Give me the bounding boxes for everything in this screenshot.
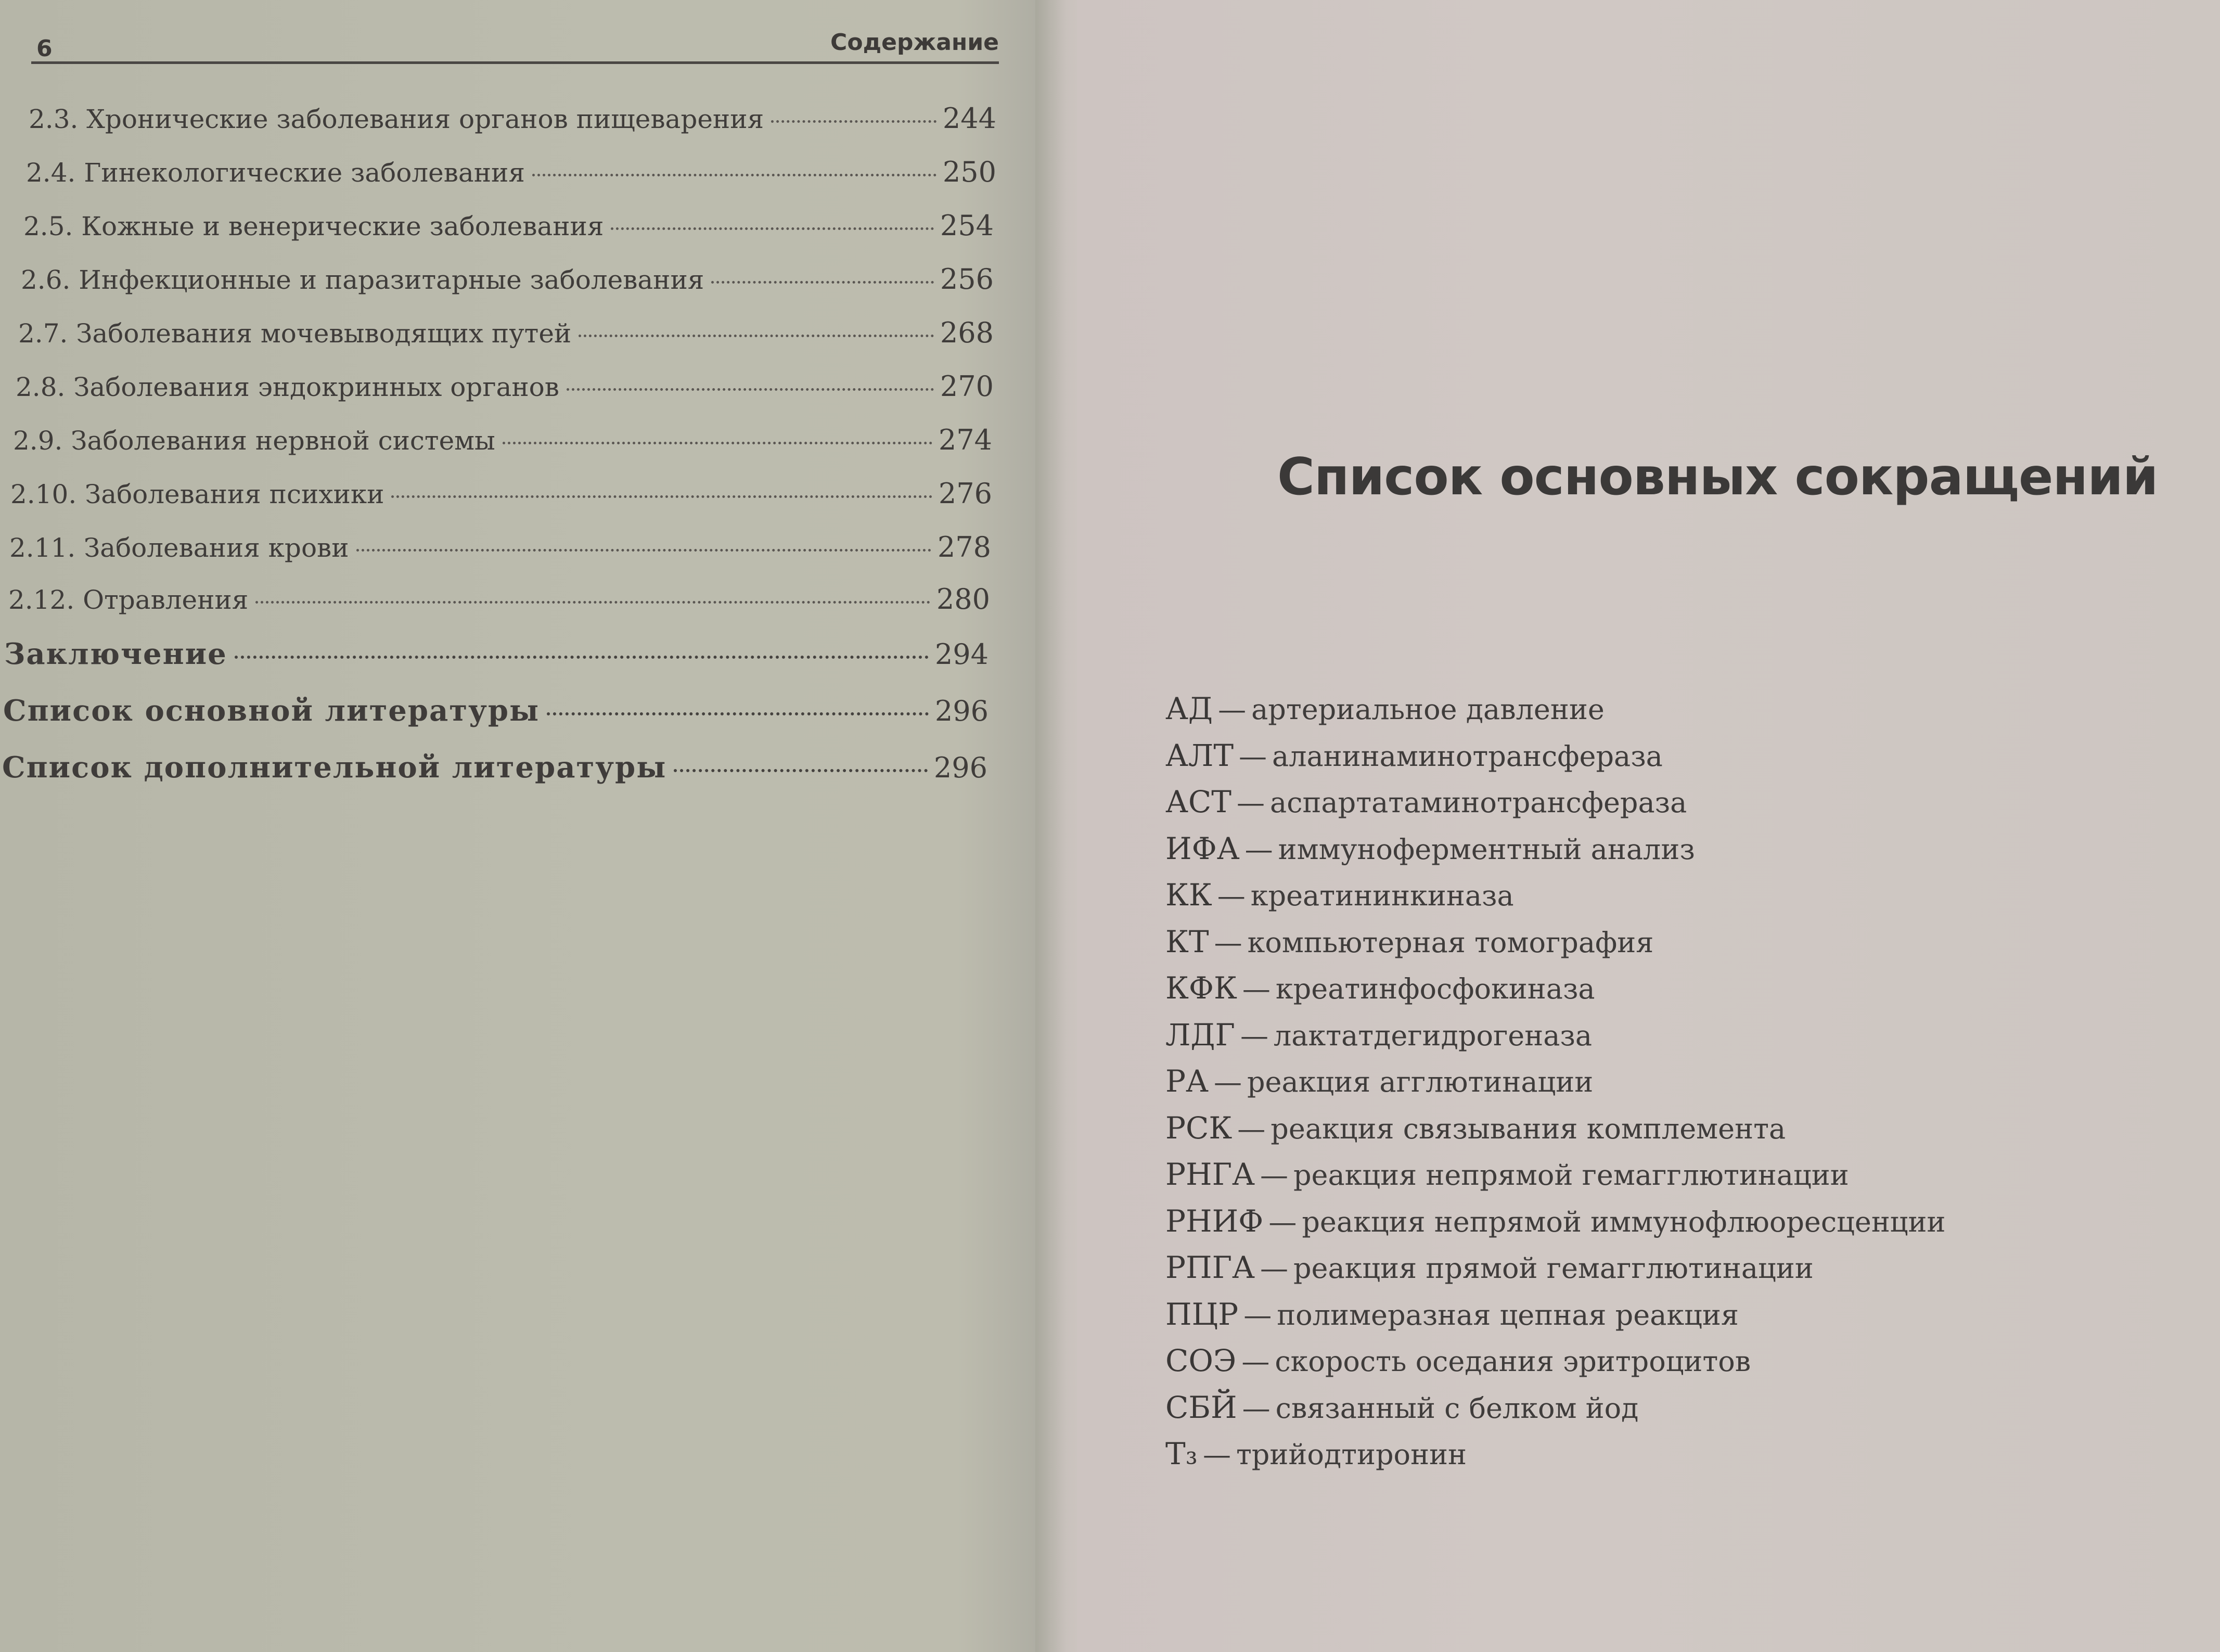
toc-entry — [13, 424, 992, 456]
abbreviation-dash: — — [1218, 693, 1247, 726]
toc-entry — [10, 477, 992, 510]
abbreviations-title: Список основных сокращений — [1277, 447, 2158, 507]
toc-leader-dots — [503, 442, 932, 444]
abbreviation-item — [1165, 872, 1946, 919]
toc-entry-page: 244 — [942, 102, 996, 135]
abbreviation-meaning: аланинаминотрансфераза — [1272, 739, 1663, 773]
toc-entry-page: 280 — [936, 583, 990, 616]
abbreviation-item — [1165, 1151, 1946, 1198]
abbreviation-dash: — — [1243, 1298, 1272, 1331]
abbreviation-code: РА — [1165, 1064, 1209, 1099]
toc-entry-title: 2.10. Заболевания психики — [10, 479, 384, 509]
abbreviation-meaning: иммуноферментный анализ — [1278, 833, 1695, 866]
abbreviation-dash: — — [1268, 1205, 1297, 1238]
page-number: 6 — [36, 35, 53, 62]
abbreviation-meaning: реакция прямой гемагглютинации — [1293, 1252, 1814, 1285]
toc-entry-title: 2.8. Заболевания эндокринных органов — [16, 372, 559, 402]
toc-entry-page: 296 — [933, 751, 987, 784]
abbreviation-code: КФК — [1165, 970, 1237, 1006]
toc-entry — [21, 263, 994, 296]
toc-entry — [16, 370, 994, 403]
abbreviation-meaning: трийодтиронин — [1236, 1438, 1467, 1471]
abbreviation-item — [1165, 1245, 1946, 1291]
toc-entry-title: 2.12. Отравления — [8, 585, 249, 615]
abbreviation-item — [1165, 733, 1946, 779]
abbreviation-dash: — — [1244, 833, 1273, 866]
abbreviation-code: ЛДГ — [1165, 1017, 1235, 1053]
toc-entry-page: 276 — [938, 477, 992, 510]
toc-leader-dots — [532, 174, 936, 176]
abbreviation-meaning: компьютерная томография — [1247, 926, 1654, 959]
abbreviation-item — [1165, 1105, 1946, 1152]
abbreviation-dash: — — [1241, 1345, 1270, 1378]
toc-leader-dots — [235, 656, 929, 659]
toc-entry — [2, 750, 987, 785]
abbreviation-meaning: креатининкиназа — [1250, 879, 1514, 912]
toc-leader-dots — [579, 335, 934, 337]
abbreviation-item — [1165, 1385, 1946, 1431]
abbreviation-dash: — — [1237, 1112, 1266, 1145]
toc-leader-dots — [391, 495, 932, 498]
toc-entry-page: 268 — [940, 316, 994, 349]
toc-entry-title: Список дополнительной литературы — [2, 750, 667, 785]
abbreviation-item — [1165, 965, 1946, 1012]
abbreviation-item — [1165, 1198, 1946, 1245]
toc-entry-title: Заключение — [4, 637, 227, 671]
abbreviation-meaning: скорость оседания эритроцитов — [1275, 1345, 1751, 1378]
toc-entry — [8, 583, 990, 616]
abbreviation-item — [1165, 826, 1946, 873]
toc-leader-dots — [547, 712, 929, 715]
abbreviation-dash: — — [1242, 1391, 1271, 1425]
toc-leader-dots — [771, 120, 936, 123]
toc-entry-title: Список основной литературы — [3, 694, 540, 728]
toc-entry — [18, 316, 994, 349]
toc-leader-dots — [611, 227, 934, 230]
abbreviation-meaning: реакция непрямой гемагглютинации — [1293, 1159, 1849, 1192]
abbreviation-dash: — — [1240, 1019, 1268, 1052]
abbreviation-code: АЛТ — [1165, 737, 1234, 773]
toc-entry-title: 2.9. Заболевания нервной системы — [13, 426, 495, 456]
abbreviation-meaning: креатинфосфокиназа — [1275, 972, 1595, 1005]
abbreviation-meaning: лактатдегидрогеназа — [1273, 1019, 1593, 1052]
toc-leader-dots — [356, 549, 931, 552]
toc-entry-title: 2.4. Гинекологические заболевания — [26, 158, 525, 188]
abbreviation-dash: — — [1260, 1159, 1288, 1192]
abbreviation-item — [1165, 1012, 1946, 1059]
toc-entry — [9, 531, 991, 564]
abbreviation-code: АД — [1165, 691, 1213, 726]
toc-entry-title: 2.3. Хронические заболевания органов пищеварения — [29, 104, 764, 134]
toc-entry-page: 274 — [938, 424, 992, 456]
left-page — [0, 0, 1041, 1652]
toc-leader-dots — [674, 769, 928, 772]
abbreviation-meaning: артериальное давление — [1251, 693, 1605, 726]
toc-entry-page: 296 — [934, 695, 989, 727]
toc-entry-page: 278 — [937, 531, 991, 564]
abbreviation-meaning: реакция агглютинации — [1247, 1066, 1594, 1098]
abbreviation-code: РНИФ — [1165, 1203, 1264, 1239]
abbreviation-code: РПГА — [1165, 1250, 1255, 1285]
abbreviation-code: РНГА — [1165, 1157, 1255, 1192]
abbreviation-item — [1165, 779, 1946, 826]
toc-entry-page: 256 — [940, 263, 994, 296]
abbreviation-dash: — — [1239, 739, 1267, 773]
abbreviation-code: КК — [1165, 877, 1212, 913]
abbreviation-code: ПЦР — [1165, 1296, 1239, 1332]
abbreviation-dash: — — [1217, 879, 1246, 912]
abbreviation-code: СОЭ — [1165, 1343, 1237, 1378]
toc-entry-page: 250 — [942, 156, 996, 188]
abbreviation-meaning: полимеразная цепная реакция — [1277, 1298, 1739, 1331]
abbreviation-item — [1165, 919, 1946, 966]
abbreviation-dash: — — [1214, 926, 1242, 959]
abbreviation-meaning: реакция непрямой иммунофлюоресценции — [1302, 1205, 1946, 1238]
abbreviation-item — [1165, 1431, 1946, 1478]
toc-entry-title: 2.5. Кожные и венерические заболевания — [23, 211, 604, 241]
abbreviations-list — [1165, 686, 1946, 1478]
abbreviation-code: СБЙ — [1165, 1389, 1237, 1425]
abbreviation-dash: — — [1202, 1438, 1231, 1471]
abbreviation-dash: — — [1213, 1066, 1242, 1098]
toc-entry-title: 2.6. Инфекционные и паразитарные заболевания — [21, 265, 704, 295]
toc-entry-page: 254 — [940, 209, 994, 242]
abbreviation-item — [1165, 1058, 1946, 1105]
abbreviation-code: АСТ — [1165, 784, 1231, 819]
toc-entry-title: 2.7. Заболевания мочевыводящих путей — [18, 318, 572, 349]
toc-entry — [26, 156, 996, 188]
abbreviation-item — [1165, 686, 1946, 733]
abbreviation-item — [1165, 1291, 1946, 1338]
abbreviation-meaning: реакция связывания комплемента — [1271, 1112, 1786, 1145]
abbreviation-dash: — — [1237, 786, 1265, 819]
abbreviation-meaning: аспартатаминотрансфераза — [1270, 786, 1687, 819]
toc-entry — [4, 637, 989, 671]
toc-entry — [3, 694, 989, 728]
abbreviation-dash: — — [1242, 972, 1271, 1005]
toc-leader-dots — [255, 601, 930, 604]
abbreviation-dash: — — [1260, 1252, 1288, 1285]
toc-entry — [29, 102, 996, 135]
abbreviation-item — [1165, 1338, 1946, 1385]
toc-entry-page: 270 — [940, 370, 994, 403]
running-title: Содержание — [830, 29, 999, 56]
toc-leader-dots — [567, 388, 934, 391]
abbreviation-meaning: связанный с белком йод — [1275, 1391, 1639, 1425]
abbreviation-code: ИФА — [1165, 830, 1240, 866]
abbreviation-code: КТ — [1165, 924, 1209, 959]
running-header — [31, 26, 999, 64]
abbreviation-code: РСК — [1165, 1110, 1233, 1146]
abbreviation-code: Т₃ — [1165, 1436, 1198, 1471]
toc-entry-title: 2.11. Заболевания крови — [9, 533, 349, 563]
toc-leader-dots — [711, 281, 934, 284]
toc-entry — [23, 209, 994, 242]
toc-entry-page: 294 — [934, 638, 989, 671]
